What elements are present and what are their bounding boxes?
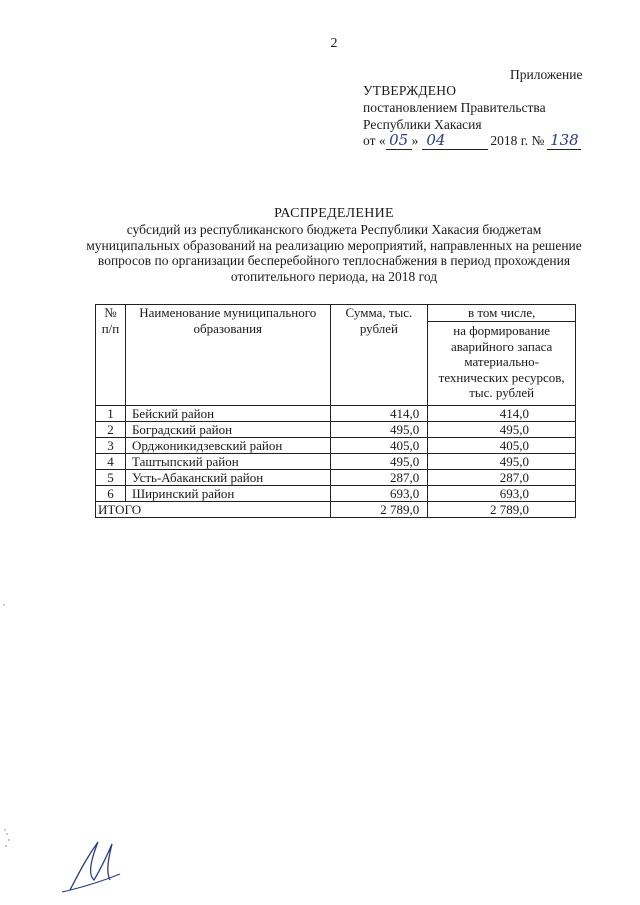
header-including-detail: на формирование аварийного запаса материально-технических ресурсов, тыс. рублей <box>428 322 576 406</box>
table-row <box>96 438 576 454</box>
row-including: 693,0 <box>428 486 576 502</box>
row-including: 495,0 <box>428 422 576 438</box>
appendix-label: Приложение <box>510 67 583 82</box>
table-row <box>96 470 576 486</box>
header-name: Наименование муниципального образования <box>125 305 330 406</box>
table-row <box>96 486 576 502</box>
row-name: Ширинский район <box>125 486 330 502</box>
row-sum: 495,0 <box>330 422 428 438</box>
total-label: ИТОГО <box>96 502 331 518</box>
row-including: 495,0 <box>428 454 576 470</box>
row-number: 6 <box>96 486 126 502</box>
distribution-table <box>95 304 576 518</box>
approval-authority: постановлением Правительства <box>363 100 546 115</box>
table-row <box>96 454 576 470</box>
row-sum: 287,0 <box>330 470 428 486</box>
table-header-row <box>96 305 576 322</box>
row-number: 5 <box>96 470 126 486</box>
table-row <box>96 406 576 422</box>
header-number: № п/п <box>96 305 126 406</box>
handwritten-number: 138 <box>547 131 581 150</box>
handwritten-signature <box>60 830 130 895</box>
row-sum: 414,0 <box>330 406 428 422</box>
row-including: 405,0 <box>428 438 576 454</box>
table-total-row <box>96 502 576 518</box>
page-number: 2 <box>330 36 338 51</box>
row-number: 1 <box>96 406 126 422</box>
row-number: 3 <box>96 438 126 454</box>
row-sum: 693,0 <box>330 486 428 502</box>
row-including: 414,0 <box>428 406 576 422</box>
date-separator: » <box>411 133 419 148</box>
row-name: Усть-Абаканский район <box>125 470 330 486</box>
approval-date-line <box>363 131 581 150</box>
row-name: Бейский район <box>125 406 330 422</box>
handwritten-day: 05 <box>386 131 412 150</box>
row-number: 2 <box>96 422 126 438</box>
row-number: 4 <box>96 454 126 470</box>
total-including: 2 789,0 <box>428 502 576 518</box>
row-sum: 495,0 <box>330 454 428 470</box>
row-name: Боградский район <box>125 422 330 438</box>
row-sum: 405,0 <box>330 438 428 454</box>
handwritten-month: 04 <box>422 131 488 150</box>
margin-scan-marks <box>0 600 12 900</box>
row-name: Таштыпский район <box>125 454 330 470</box>
document-title: РАСПРЕДЕЛЕНИЕ <box>274 206 394 221</box>
row-name: Орджоникидзевский район <box>125 438 330 454</box>
row-including: 287,0 <box>428 470 576 486</box>
approval-heading: УТВЕРЖДЕНО <box>363 83 457 98</box>
date-year-label: 2018 г. № <box>490 133 545 148</box>
table-row <box>96 422 576 438</box>
total-sum: 2 789,0 <box>330 502 428 518</box>
date-prefix: от « <box>363 133 386 148</box>
approval-organization: Республики Хакасия <box>363 117 482 132</box>
header-including: в том числе, <box>428 305 576 322</box>
document-subtitle: субсидий из республиканского бюджета Республики Хакасия бюджетам муниципальных образований на реализацию мероприятий, направленных на решение вопросов по организации бесперебойного теплоснабжения в период прохождения отопительного периода, на 2018 год <box>86 222 582 284</box>
header-sum: Сумма, тыс. рублей <box>330 305 428 406</box>
